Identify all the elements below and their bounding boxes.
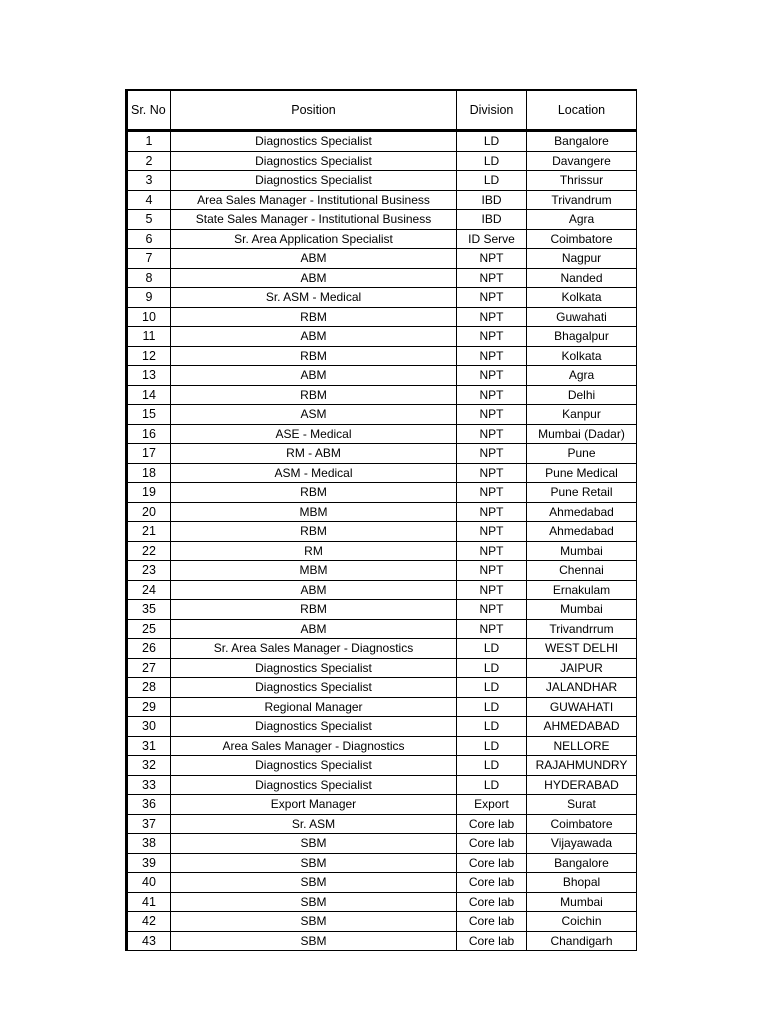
position-cell: Diagnostics Specialist bbox=[171, 678, 457, 698]
location-cell: Agra bbox=[527, 210, 637, 230]
location-cell: Ernakulam bbox=[527, 580, 637, 600]
table-row bbox=[127, 385, 637, 405]
position-cell: ASM bbox=[171, 405, 457, 425]
position-cell: Export Manager bbox=[171, 795, 457, 815]
sr-no-cell: 3 bbox=[127, 171, 171, 191]
table-row bbox=[127, 346, 637, 366]
location-cell: Nanded bbox=[527, 268, 637, 288]
location-cell: Kolkata bbox=[527, 288, 637, 308]
position-cell: Diagnostics Specialist bbox=[171, 775, 457, 795]
table-row bbox=[127, 444, 637, 464]
header-row bbox=[127, 90, 637, 131]
division-cell: LD bbox=[457, 639, 527, 659]
division-cell: ID Serve bbox=[457, 229, 527, 249]
division-cell: LD bbox=[457, 736, 527, 756]
sr-no-cell: 35 bbox=[127, 600, 171, 620]
location-cell: AHMEDABAD bbox=[527, 717, 637, 737]
table-row bbox=[127, 619, 637, 639]
location-cell: GUWAHATI bbox=[527, 697, 637, 717]
location-cell: Bhagalpur bbox=[527, 327, 637, 347]
sr-no-cell: 10 bbox=[127, 307, 171, 327]
location-cell: Mumbai bbox=[527, 541, 637, 561]
sr-no-cell: 29 bbox=[127, 697, 171, 717]
location-cell: Coichin bbox=[527, 912, 637, 932]
position-cell: SBM bbox=[171, 853, 457, 873]
table-row bbox=[127, 834, 637, 854]
division-cell: NPT bbox=[457, 522, 527, 542]
position-cell: SBM bbox=[171, 873, 457, 893]
sr-no-cell: 6 bbox=[127, 229, 171, 249]
division-cell: Core lab bbox=[457, 912, 527, 932]
sr-no-cell: 30 bbox=[127, 717, 171, 737]
division-cell: NPT bbox=[457, 502, 527, 522]
sr-no-cell: 24 bbox=[127, 580, 171, 600]
division-cell: NPT bbox=[457, 463, 527, 483]
sr-no-cell: 20 bbox=[127, 502, 171, 522]
sr-no-cell: 5 bbox=[127, 210, 171, 230]
sr-no-cell: 18 bbox=[127, 463, 171, 483]
table-row bbox=[127, 366, 637, 386]
location-cell: Ahmedabad bbox=[527, 502, 637, 522]
division-cell: LD bbox=[457, 151, 527, 171]
position-cell: RM - ABM bbox=[171, 444, 457, 464]
table-row bbox=[127, 268, 637, 288]
table-row bbox=[127, 288, 637, 308]
division-cell: LD bbox=[457, 717, 527, 737]
position-cell: ASM - Medical bbox=[171, 463, 457, 483]
sr-no-cell: 21 bbox=[127, 522, 171, 542]
sr-no-cell: 23 bbox=[127, 561, 171, 581]
sr-no-cell: 12 bbox=[127, 346, 171, 366]
sr-no-cell: 27 bbox=[127, 658, 171, 678]
location-cell: JALANDHAR bbox=[527, 678, 637, 698]
jobs-table bbox=[125, 89, 637, 951]
table-row bbox=[127, 736, 637, 756]
location-cell: Mumbai bbox=[527, 892, 637, 912]
location-cell: Bhopal bbox=[527, 873, 637, 893]
table-row bbox=[127, 522, 637, 542]
location-cell: Kolkata bbox=[527, 346, 637, 366]
position-cell: ABM bbox=[171, 580, 457, 600]
sr-no-cell: 28 bbox=[127, 678, 171, 698]
location-cell: Coimbatore bbox=[527, 229, 637, 249]
sr-no-cell: 26 bbox=[127, 639, 171, 659]
position-cell: Diagnostics Specialist bbox=[171, 131, 457, 152]
table-row bbox=[127, 249, 637, 269]
location-cell: Chandigarh bbox=[527, 931, 637, 951]
position-cell: Area Sales Manager - Diagnostics bbox=[171, 736, 457, 756]
position-cell: Diagnostics Specialist bbox=[171, 658, 457, 678]
division-cell: NPT bbox=[457, 444, 527, 464]
position-cell: SBM bbox=[171, 834, 457, 854]
division-cell: NPT bbox=[457, 483, 527, 503]
table-row bbox=[127, 561, 637, 581]
table-row bbox=[127, 795, 637, 815]
location-cell: Bangalore bbox=[527, 853, 637, 873]
table-row bbox=[127, 639, 637, 659]
division-cell: Export bbox=[457, 795, 527, 815]
jobs-sheet bbox=[125, 89, 635, 951]
location-cell: Vijayawada bbox=[527, 834, 637, 854]
table-row bbox=[127, 190, 637, 210]
division-cell: LD bbox=[457, 678, 527, 698]
table-row bbox=[127, 502, 637, 522]
table-row bbox=[127, 658, 637, 678]
position-cell: Sr. Area Application Specialist bbox=[171, 229, 457, 249]
location-cell: Ahmedabad bbox=[527, 522, 637, 542]
position-cell: Sr. ASM - Medical bbox=[171, 288, 457, 308]
position-cell: Diagnostics Specialist bbox=[171, 756, 457, 776]
sr-no-cell: 43 bbox=[127, 931, 171, 951]
location-cell: Guwahati bbox=[527, 307, 637, 327]
table-row bbox=[127, 580, 637, 600]
position-cell: ABM bbox=[171, 327, 457, 347]
sr-no-cell: 38 bbox=[127, 834, 171, 854]
location-cell: NELLORE bbox=[527, 736, 637, 756]
location-cell: HYDERABAD bbox=[527, 775, 637, 795]
sr-no-cell: 32 bbox=[127, 756, 171, 776]
position-cell: ABM bbox=[171, 619, 457, 639]
position-cell: State Sales Manager - Institutional Business bbox=[171, 210, 457, 230]
sr-no-cell: 11 bbox=[127, 327, 171, 347]
location-cell: Delhi bbox=[527, 385, 637, 405]
position-cell: ASE - Medical bbox=[171, 424, 457, 444]
table-row bbox=[127, 873, 637, 893]
table-row bbox=[127, 717, 637, 737]
division-cell: LD bbox=[457, 171, 527, 191]
position-cell: Regional Manager bbox=[171, 697, 457, 717]
position-cell: RBM bbox=[171, 600, 457, 620]
division-cell: NPT bbox=[457, 268, 527, 288]
table-row bbox=[127, 307, 637, 327]
position-cell: RBM bbox=[171, 307, 457, 327]
table-row bbox=[127, 931, 637, 951]
sr-no-cell: 17 bbox=[127, 444, 171, 464]
division-cell: Core lab bbox=[457, 931, 527, 951]
division-cell: NPT bbox=[457, 600, 527, 620]
position-cell: RM bbox=[171, 541, 457, 561]
sr-no-cell: 4 bbox=[127, 190, 171, 210]
position-cell: SBM bbox=[171, 892, 457, 912]
table-row bbox=[127, 541, 637, 561]
table-row bbox=[127, 151, 637, 171]
division-cell: NPT bbox=[457, 580, 527, 600]
position-cell: RBM bbox=[171, 346, 457, 366]
sr-no-cell: 19 bbox=[127, 483, 171, 503]
position-cell: Area Sales Manager - Institutional Business bbox=[171, 190, 457, 210]
location-cell: Trivandrum bbox=[527, 190, 637, 210]
position-cell: Diagnostics Specialist bbox=[171, 717, 457, 737]
location-cell: Pune bbox=[527, 444, 637, 464]
position-cell: Diagnostics Specialist bbox=[171, 151, 457, 171]
sr-no-cell: 36 bbox=[127, 795, 171, 815]
division-cell: NPT bbox=[457, 288, 527, 308]
table-row bbox=[127, 463, 637, 483]
table-row bbox=[127, 405, 637, 425]
division-cell: LD bbox=[457, 756, 527, 776]
header-sr-no: Sr. No bbox=[127, 90, 171, 131]
table-row bbox=[127, 912, 637, 932]
location-cell: Davangere bbox=[527, 151, 637, 171]
sr-no-cell: 15 bbox=[127, 405, 171, 425]
division-cell: NPT bbox=[457, 405, 527, 425]
sr-no-cell: 40 bbox=[127, 873, 171, 893]
location-cell: Mumbai (Dadar) bbox=[527, 424, 637, 444]
location-cell: Surat bbox=[527, 795, 637, 815]
table-row bbox=[127, 424, 637, 444]
table-row bbox=[127, 775, 637, 795]
position-cell: RBM bbox=[171, 522, 457, 542]
position-cell: ABM bbox=[171, 268, 457, 288]
sr-no-cell: 37 bbox=[127, 814, 171, 834]
table-row bbox=[127, 697, 637, 717]
header-division: Division bbox=[457, 90, 527, 131]
position-cell: SBM bbox=[171, 912, 457, 932]
table-row bbox=[127, 600, 637, 620]
sr-no-cell: 1 bbox=[127, 131, 171, 152]
sr-no-cell: 31 bbox=[127, 736, 171, 756]
sr-no-cell: 16 bbox=[127, 424, 171, 444]
division-cell: Core lab bbox=[457, 853, 527, 873]
division-cell: NPT bbox=[457, 307, 527, 327]
sr-no-cell: 9 bbox=[127, 288, 171, 308]
sr-no-cell: 33 bbox=[127, 775, 171, 795]
sr-no-cell: 42 bbox=[127, 912, 171, 932]
location-cell: Mumbai bbox=[527, 600, 637, 620]
sr-no-cell: 41 bbox=[127, 892, 171, 912]
division-cell: NPT bbox=[457, 327, 527, 347]
division-cell: NPT bbox=[457, 385, 527, 405]
division-cell: LD bbox=[457, 131, 527, 152]
location-cell: Pune Medical bbox=[527, 463, 637, 483]
table-row bbox=[127, 327, 637, 347]
sr-no-cell: 22 bbox=[127, 541, 171, 561]
division-cell: NPT bbox=[457, 619, 527, 639]
division-cell: LD bbox=[457, 697, 527, 717]
sr-no-cell: 25 bbox=[127, 619, 171, 639]
division-cell: LD bbox=[457, 775, 527, 795]
division-cell: NPT bbox=[457, 346, 527, 366]
table-row bbox=[127, 210, 637, 230]
table-row bbox=[127, 229, 637, 249]
table-row bbox=[127, 892, 637, 912]
position-cell: MBM bbox=[171, 561, 457, 581]
sr-no-cell: 39 bbox=[127, 853, 171, 873]
table-row bbox=[127, 678, 637, 698]
position-cell: SBM bbox=[171, 931, 457, 951]
position-cell: Diagnostics Specialist bbox=[171, 171, 457, 191]
division-cell: NPT bbox=[457, 424, 527, 444]
position-cell: ABM bbox=[171, 366, 457, 386]
table-row bbox=[127, 814, 637, 834]
division-cell: NPT bbox=[457, 541, 527, 561]
table-row bbox=[127, 483, 637, 503]
sr-no-cell: 8 bbox=[127, 268, 171, 288]
location-cell: Thrissur bbox=[527, 171, 637, 191]
table-body bbox=[127, 131, 637, 951]
division-cell: Core lab bbox=[457, 814, 527, 834]
header-location: Location bbox=[527, 90, 637, 131]
table-row bbox=[127, 131, 637, 152]
table-row bbox=[127, 756, 637, 776]
location-cell: JAIPUR bbox=[527, 658, 637, 678]
division-cell: Core lab bbox=[457, 873, 527, 893]
division-cell: IBD bbox=[457, 210, 527, 230]
location-cell: Trivandrrum bbox=[527, 619, 637, 639]
table-row bbox=[127, 853, 637, 873]
position-cell: ABM bbox=[171, 249, 457, 269]
division-cell: NPT bbox=[457, 366, 527, 386]
position-cell: Sr. ASM bbox=[171, 814, 457, 834]
division-cell: IBD bbox=[457, 190, 527, 210]
division-cell: Core lab bbox=[457, 834, 527, 854]
table-row bbox=[127, 171, 637, 191]
division-cell: Core lab bbox=[457, 892, 527, 912]
sr-no-cell: 7 bbox=[127, 249, 171, 269]
sr-no-cell: 2 bbox=[127, 151, 171, 171]
location-cell: RAJAHMUNDRY bbox=[527, 756, 637, 776]
location-cell: Coimbatore bbox=[527, 814, 637, 834]
location-cell: Chennai bbox=[527, 561, 637, 581]
division-cell: LD bbox=[457, 658, 527, 678]
header-position: Position bbox=[171, 90, 457, 131]
location-cell: Agra bbox=[527, 366, 637, 386]
sr-no-cell: 14 bbox=[127, 385, 171, 405]
division-cell: NPT bbox=[457, 249, 527, 269]
position-cell: MBM bbox=[171, 502, 457, 522]
location-cell: Pune Retail bbox=[527, 483, 637, 503]
position-cell: Sr. Area Sales Manager - Diagnostics bbox=[171, 639, 457, 659]
location-cell: Nagpur bbox=[527, 249, 637, 269]
location-cell: Kanpur bbox=[527, 405, 637, 425]
location-cell: Bangalore bbox=[527, 131, 637, 152]
division-cell: NPT bbox=[457, 561, 527, 581]
position-cell: RBM bbox=[171, 483, 457, 503]
location-cell: WEST DELHI bbox=[527, 639, 637, 659]
sr-no-cell: 13 bbox=[127, 366, 171, 386]
position-cell: RBM bbox=[171, 385, 457, 405]
